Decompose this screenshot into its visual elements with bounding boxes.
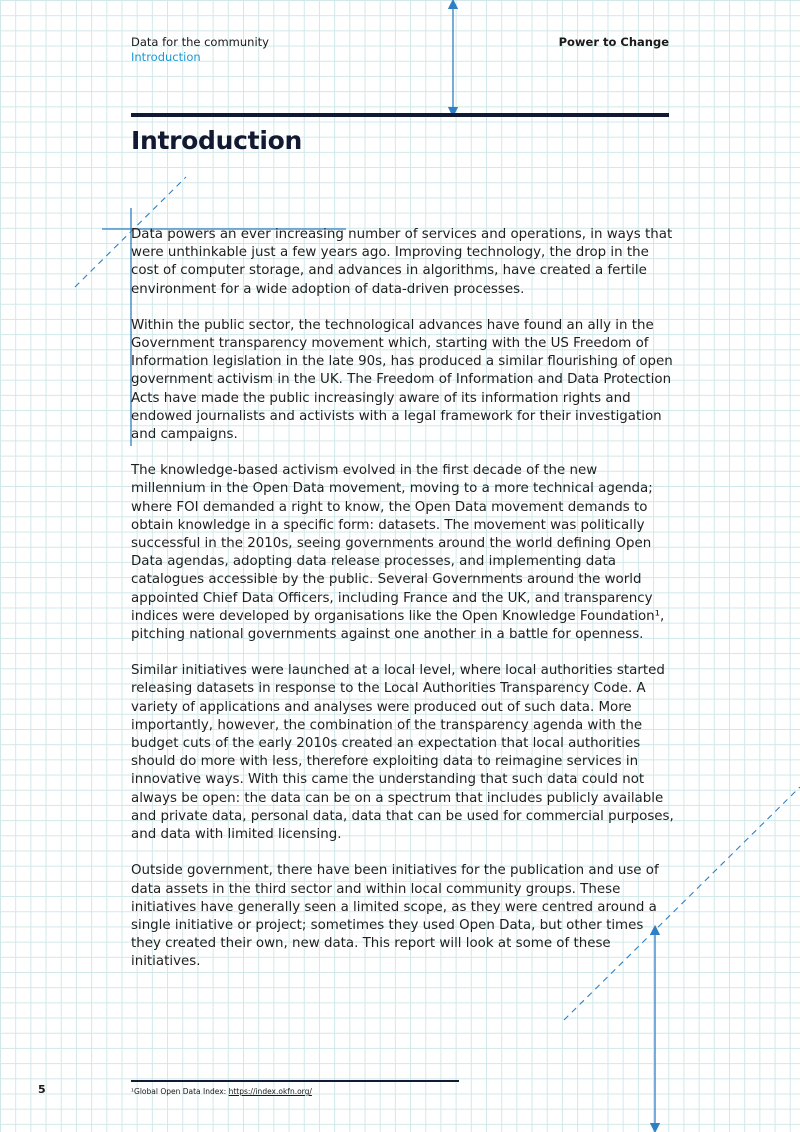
footnote-link[interactable]: https://index.okfn.org/ [228, 1087, 312, 1096]
paragraph-1: Data powers an ever increasing number of services and operations, in ways that were unthinkable just a few years ago. Improving technology, the drop in the cost of computer storage, and advances in algorithms, have created a fertile environment for a wide adoption of data-driven processes. [131, 227, 673, 297]
paragraph-3: The knowledge-based activism evolved in the first decade of the new millennium in the Open Data movement, moving to a more technical agenda; where FOI demanded a right to know, the Open Data movement demands to obtain knowledge in a specific form: datasets. The movement was politically successful in the 2010s, seeing governments around the world defining Open Data agendas, adopting data release processes, and implementing data catalogues accessible by the public. Several Governments around the world appointed Chief Data Officers, including France and the UK, and transparency indices were developed by organisations like the Open Knowledge Foundation¹, pitching national governments against one another in a battle for openness. [131, 463, 665, 643]
title-rule [131, 113, 669, 117]
footnote-rule [131, 1080, 459, 1082]
footnote [131, 1087, 312, 1096]
doc-title: Data for the community [131, 35, 269, 49]
paragraph-4: Similar initiatives were launched at a local level, where local authorities started releasing datasets in response to the Local Authorities Transparency Code. A variety of applications and analyses were produced out of such data. More importantly, however, the combination of the transparency agenda with the budget cuts of the early 2010s created an expectation that local authorities should do more with less, therefore exploiting data to reimagine services in innovative ways. With this came the understanding that such data could not always be open: the data can be on a spectrum that includes publicly available and private data, personal data, data that can be used for commercial purposes, and data with limited licensing. [131, 663, 674, 843]
body-text [131, 226, 676, 990]
running-header [131, 35, 269, 65]
paragraph-2: Within the public sector, the technological advances have found an ally in the Government transparency movement which, starting with the US Freedom of Information legislation in the late 90s, has produced a similar flourishing of open government activism in the UK. The Freedom of Information and Data Protection Acts have made the public increasingly aware of its information rights and endowed journalists and activists with a legal framework for their investigation and campaigns. [131, 317, 673, 443]
footnote-text: ¹Global Open Data Index: [131, 1087, 229, 1096]
page-number: 5 [38, 1083, 46, 1096]
paragraph-5: Outside government, there have been initiatives for the publication and use of data assets in the third sector and within local community groups. These initiatives have generally seen a limited scope, as they were centred around a single initiative or project; sometimes they used Open Data, but other times they created their own, new data. This report will look at some of these initiatives. [131, 863, 659, 970]
page-title: Introduction [131, 126, 302, 155]
section-label: Introduction [131, 50, 201, 64]
org-name: Power to Change [558, 35, 669, 49]
